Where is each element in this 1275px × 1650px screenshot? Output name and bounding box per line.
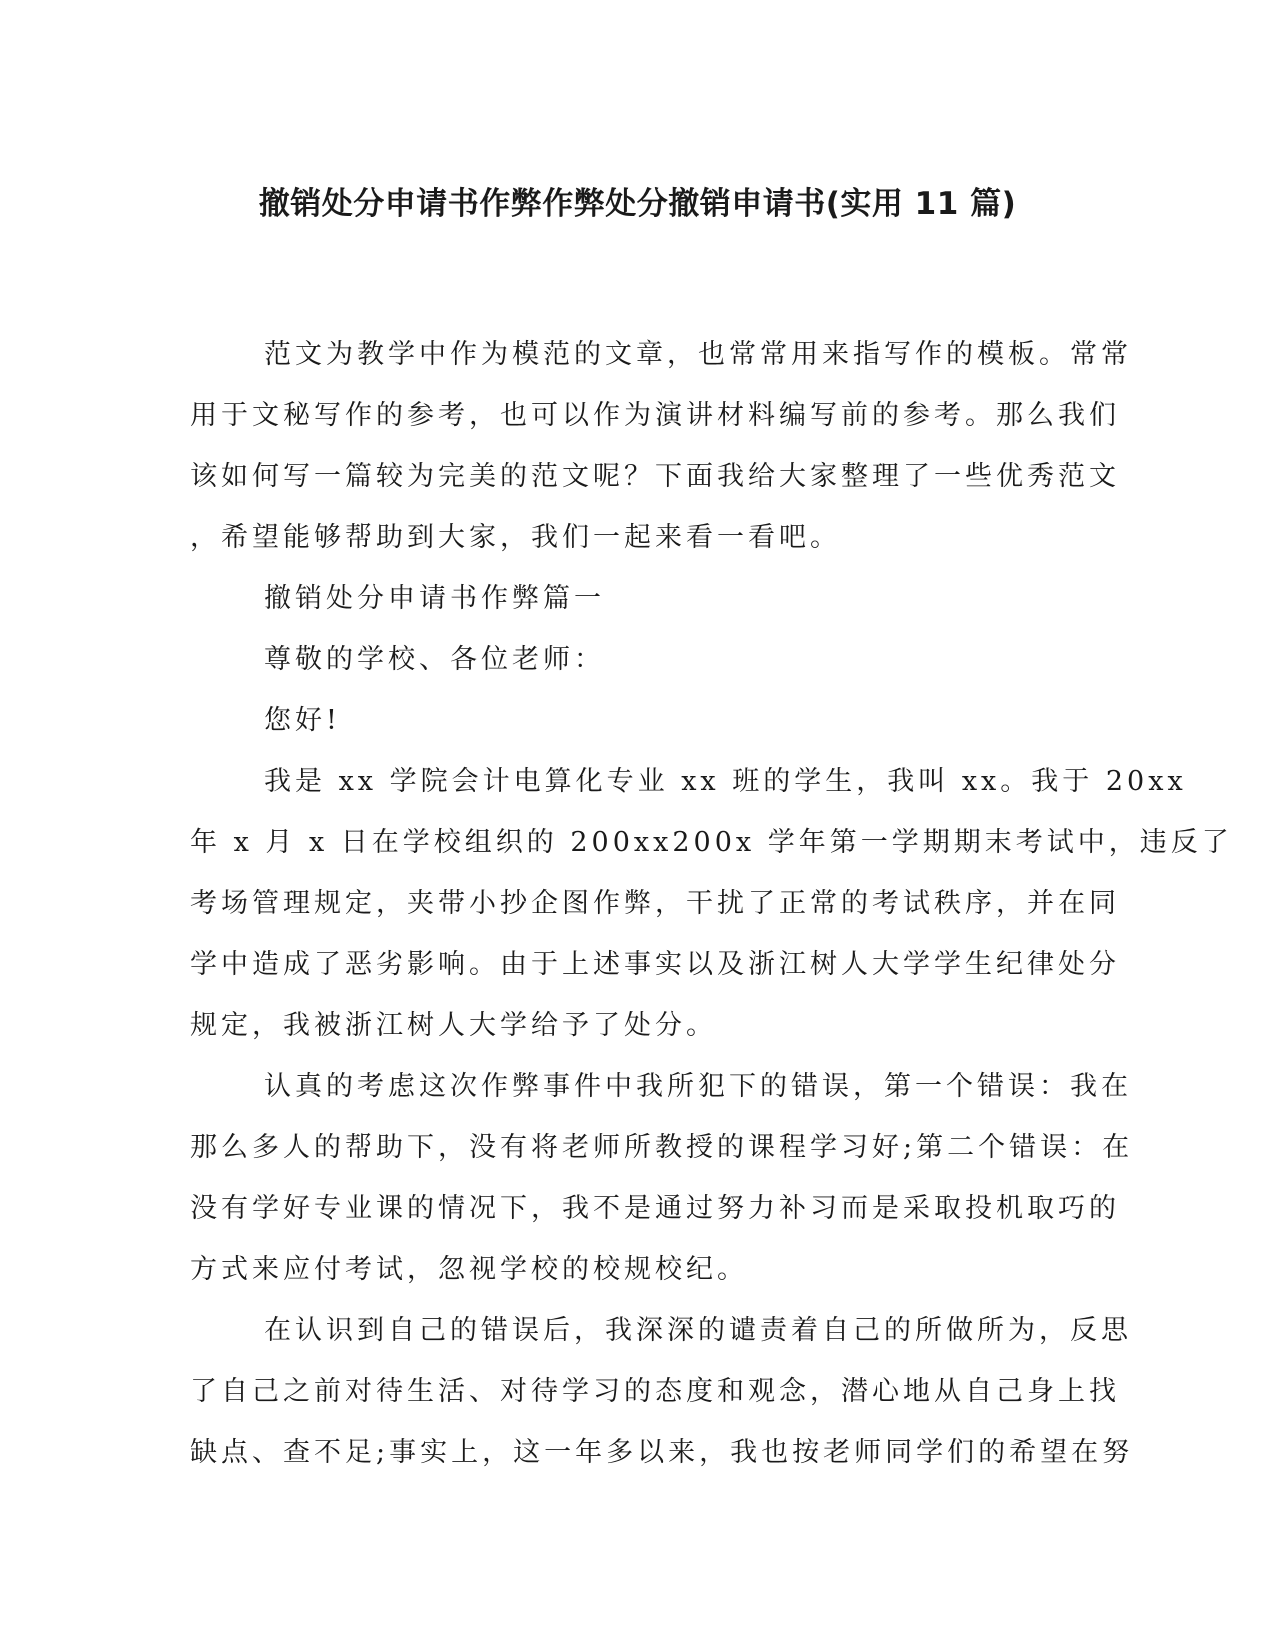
text-line: 在认识到自己的错误后，我深深的谴责着自己的所做所为，反思 <box>264 1315 1132 1346</box>
text-line: ，希望能够帮助到大家，我们一起来看一看吧。 <box>190 522 841 553</box>
text-line: 尊敬的学校、各位老师： <box>264 644 605 675</box>
text-line: 规定，我被浙江树人大学给予了处分。 <box>190 1010 717 1041</box>
text-line: 用于文秘写作的参考，也可以作为演讲材料编写前的参考。那么我们 <box>190 400 1120 431</box>
document-title: 撤销处分申请书作弊作弊处分撤销申请书(实用 11 篇) <box>258 186 1017 222</box>
text-line: 撤销处分申请书作弊篇一 <box>264 583 605 614</box>
text-line: 方式来应付考试，忽视学校的校规校纪。 <box>190 1254 748 1285</box>
text-line: 考场管理规定，夹带小抄企图作弊，干扰了正常的考试秩序，并在同 <box>190 888 1120 919</box>
text-line: 学中造成了恶劣影响。由于上述事实以及浙江树人大学学生纪律处分 <box>190 949 1120 980</box>
text-line: 年 x 月 x 日在学校组织的 200xx200x 学年第一学期期末考试中，违反了 <box>190 827 1233 858</box>
text-line: 缺点、查不足;事实上，这一年多以来，我也按老师同学们的希望在努 <box>190 1437 1134 1468</box>
text-line: 该如何写一篇较为完美的范文呢？下面我给大家整理了一些优秀范文 <box>190 461 1120 492</box>
text-line: 了自己之前对待生活、对待学习的态度和观念，潜心地从自己身上找 <box>190 1376 1120 1407</box>
text-line: 我是 xx 学院会计电算化专业 xx 班的学生，我叫 xx。我于 20xx <box>264 766 1187 797</box>
document-body <box>190 324 1233 1483</box>
text-line: 那么多人的帮助下，没有将老师所教授的课程学习好;第二个错误：在 <box>190 1132 1134 1163</box>
text-line: 认真的考虑这次作弊事件中我所犯下的错误，第一个错误：我在 <box>264 1071 1132 1102</box>
text-line: 没有学好专业课的情况下，我不是通过努力补习而是采取投机取巧的 <box>190 1193 1120 1224</box>
text-line: 您好! <box>264 705 341 736</box>
text-line: 范文为教学中作为模范的文章，也常常用来指写作的模板。常常 <box>264 339 1132 370</box>
